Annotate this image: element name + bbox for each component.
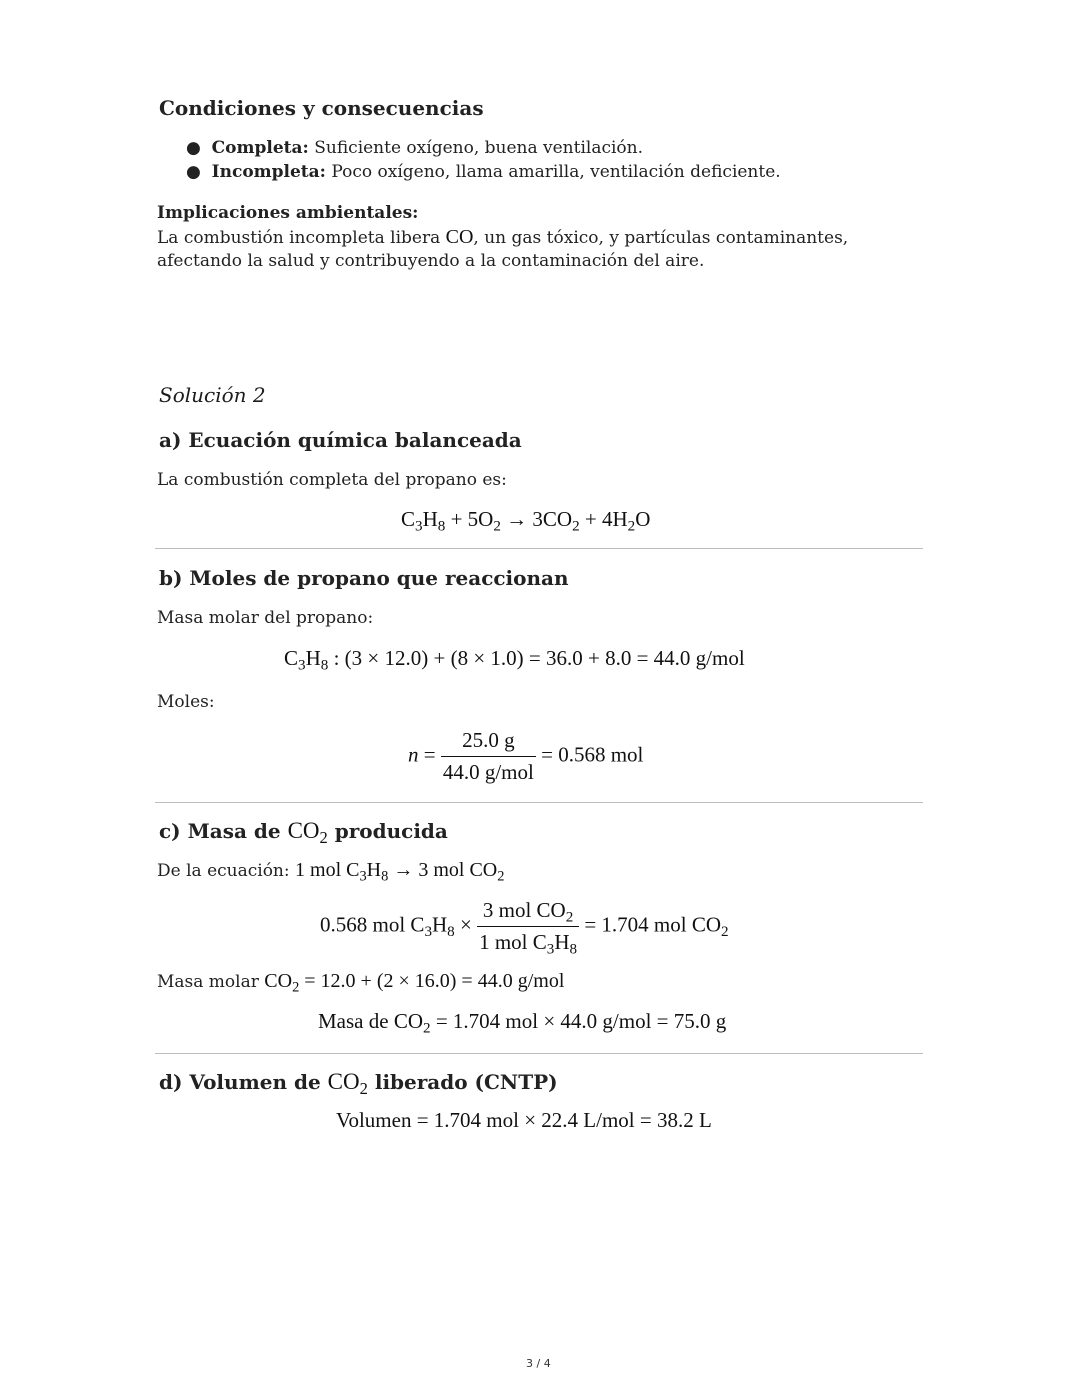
- heading-text: producida: [334, 819, 448, 843]
- conditions-heading: Condiciones y consecuencias: [159, 96, 484, 120]
- section-c-heading: [159, 818, 448, 847]
- divider: [155, 1053, 923, 1054]
- section-b-heading: b) Moles de propano que reaccionan: [159, 566, 569, 590]
- co-formula: CO: [445, 226, 474, 248]
- divider: [155, 548, 923, 549]
- mass-label: Masa de: [318, 1009, 389, 1033]
- list-item-incomplete: [186, 160, 781, 184]
- fraction-numerator: 25.0 g: [462, 728, 515, 752]
- equation-label: De la ecuación:: [157, 861, 290, 881]
- molar-mass-label: Masa molar del propano:: [157, 608, 374, 628]
- moles-label: Moles:: [157, 692, 215, 712]
- molar-mass-label: Masa molar: [157, 972, 259, 992]
- heading-text: c) Masa de: [159, 819, 281, 843]
- co2-mass-formula: Masa de $CO_2 = 1.704$ mol × 44.0 g/mol = 75.0 g: [318, 1009, 727, 1037]
- co2-molar-mass-line: [157, 969, 564, 994]
- moles-result: = 0.568 mol: [541, 742, 644, 767]
- fraction-numerator: 3 mol $CO_2$: [482, 898, 574, 926]
- mass-expression: = 1.704 mol × 44.0 g/mol = 75.0 g: [435, 1009, 727, 1033]
- list-item-label: Incompleta:: [211, 162, 326, 182]
- env-paragraph-line2: afectando la salud y contribuyendo a la contaminación del aire.: [157, 251, 705, 271]
- section-a-intro: La combustión completa del propano es:: [157, 470, 507, 490]
- solution-title: Solución 2: [159, 383, 266, 407]
- fraction-denominator: 1 mol $C_3H_8$: [477, 926, 579, 955]
- co2-formula: $CO_2$: [287, 818, 328, 847]
- divider: [155, 802, 923, 803]
- molar-expression: : (3 × 12.0) + (8 × 1.0) = 36.0 + 8.0 = 44.0 g/mol: [333, 646, 745, 670]
- bullet-icon: ●: [186, 162, 201, 182]
- propane-molar-mass: $C_3H_8$ : (3 × 12.0) + (8 × 1.0) = 36.0 + 8.0 = 44.0 g/mol: [284, 646, 745, 674]
- section-d-heading: [159, 1069, 558, 1098]
- conversion-fraction: [477, 898, 579, 958]
- stoichiometry-line: [157, 858, 504, 883]
- env-heading: Implicaciones ambientales:: [157, 203, 419, 223]
- list-item-complete: [186, 136, 643, 160]
- heading-text: d) Volumen de: [159, 1070, 321, 1094]
- volume-formula: Volumen = 1.704 mol × 22.4 L/mol = 38.2 L: [336, 1108, 712, 1132]
- conversion-result: = 1.704 mol CO: [584, 912, 721, 937]
- conversion-formula: 0.568 mol $C_3H_8$ × $\frac{3 mol CO_2}{1 mol C_3H_8}$ = 1.704 mol $CO_2$: [320, 898, 729, 958]
- co2-molar-expression: $CO_2 = 12.0 + (2 \times 16.0) = 44.0$ g/mol: [264, 970, 565, 996]
- list-item-text: Suficiente oxígeno, buena ventilación.: [314, 138, 644, 158]
- env-text: La combustión incompleta libera: [157, 228, 441, 248]
- env-paragraph-line1: [157, 225, 848, 250]
- section-a-heading: a) Ecuación química balanceada: [159, 428, 522, 452]
- moles-formula: n = $\frac{25.0 g}{\text{44.0 g/mol}}$ = 0.568 mol: [408, 728, 644, 784]
- list-item-label: Completa:: [211, 138, 309, 158]
- moles-fraction: [441, 728, 536, 785]
- list-item-text: Poco oxígeno, llama amarilla, ventilación deficiente.: [331, 162, 781, 182]
- page-number: 3 / 4: [526, 1357, 551, 1370]
- bullet-icon: ●: [186, 138, 201, 158]
- balanced-equation: $C_3H_8 + 5O_2 \to 3CO_2 + 4H_2O$: [401, 507, 651, 535]
- env-text: , un gas tóxico, y partículas contaminantes,: [473, 228, 849, 248]
- co2-formula: $CO_2$: [327, 1069, 368, 1098]
- stoichiometry-ratio: 1 mol $C_3H_8 \to 3$ mol $CO_2$: [295, 859, 505, 885]
- heading-text: liberado (CNTP): [374, 1070, 558, 1094]
- n-variable: n: [408, 742, 419, 767]
- fraction-denominator: 44.0 g/mol: [441, 756, 536, 785]
